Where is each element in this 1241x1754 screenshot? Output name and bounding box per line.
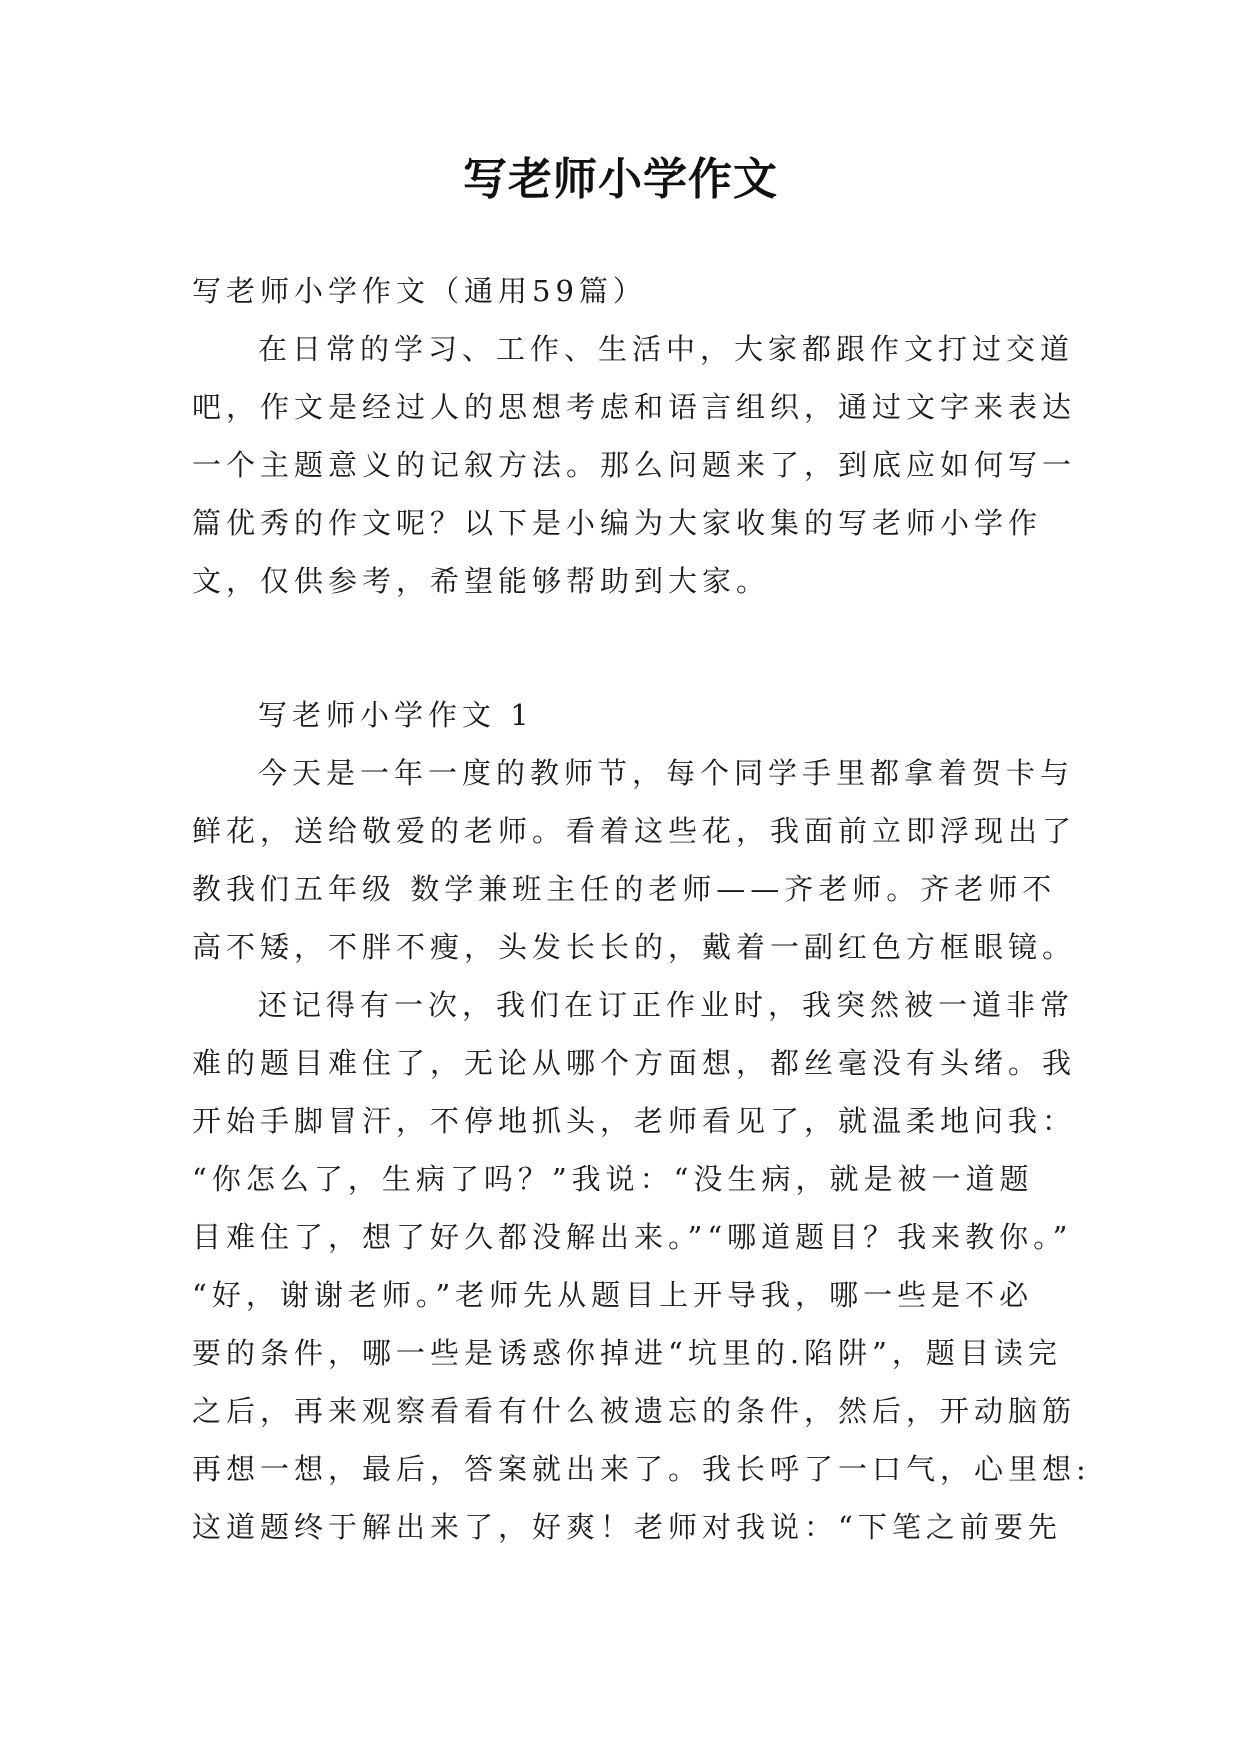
paragraph-line: 今天是一年一度的教师节，每个同学手里都拿着贺卡与 <box>258 756 1075 790</box>
paragraph-line: 在日常的学习、工作、生活中，大家都跟作文打过交道 <box>258 332 1075 366</box>
paragraph-line: 鲜花，送给敬爱的老师。看着这些花，我面前立即浮现出了 <box>192 814 1077 848</box>
paragraph-line: 这道题终于解出来了，好爽！老师对我说：“下笔之前要先 <box>192 1510 1062 1544</box>
paragraph-line: 文，仅供参考，希望能够帮助到大家。 <box>192 564 771 598</box>
paragraph-line: 之后，再来观察看看有什么被遗忘的条件，然后，开动脑筋 <box>192 1394 1077 1428</box>
paragraph-line: “你怎么了，生病了吗？”我说：“没生病，就是被一道题 <box>192 1162 1034 1196</box>
paragraph-line: 一个主题意义的记叙方法。那么问题来了，到底应如何写一 <box>192 448 1077 482</box>
paragraph-line: 目难住了，想了好久都没解出来。”“哪道题目？我来教你。” <box>192 1220 1073 1254</box>
essay-heading: 写老师小学作文 1 <box>258 698 534 732</box>
paragraph-line: 开始手脚冒汗，不停地抓头，老师看见了，就温柔地问我： <box>192 1104 1077 1138</box>
paragraph-line: 高不矮，不胖不瘦，头发长长的，戴着一副红色方框眼镜。 <box>192 930 1077 964</box>
document-title: 写老师小学作文 <box>463 154 778 205</box>
paragraph-line: 吧，作文是经过人的思想考虑和语言组织，通过文字来表达 <box>192 390 1077 424</box>
paragraph-line: 难的题目难住了，无论从哪个方面想，都丝毫没有头绪。我 <box>192 1046 1077 1080</box>
subtitle-line: 写老师小学作文（通用59篇） <box>192 274 647 308</box>
paragraph-line: 再想一想，最后，答案就出来了。我长呼了一口气，心里想: <box>192 1452 1091 1486</box>
paragraph-line: 教我们五年级 数学兼班主任的老师——齐老师。齐老师不 <box>192 872 1057 906</box>
paragraph-line: 要的条件，哪一些是诱惑你掉进“坑里的.陷阱”，题目读完 <box>192 1336 1062 1370</box>
paragraph-line: 篇优秀的作文呢？以下是小编为大家收集的写老师小学作 <box>192 506 1043 540</box>
paragraph-line: 还记得有一次，我们在订正作业时，我突然被一道非常 <box>258 988 1075 1022</box>
intro-section <box>192 262 1077 610</box>
essay-section <box>192 686 1091 1556</box>
paragraph-line: “好，谢谢老师。”老师先从题目上开导我，哪一些是不必 <box>192 1278 1034 1312</box>
